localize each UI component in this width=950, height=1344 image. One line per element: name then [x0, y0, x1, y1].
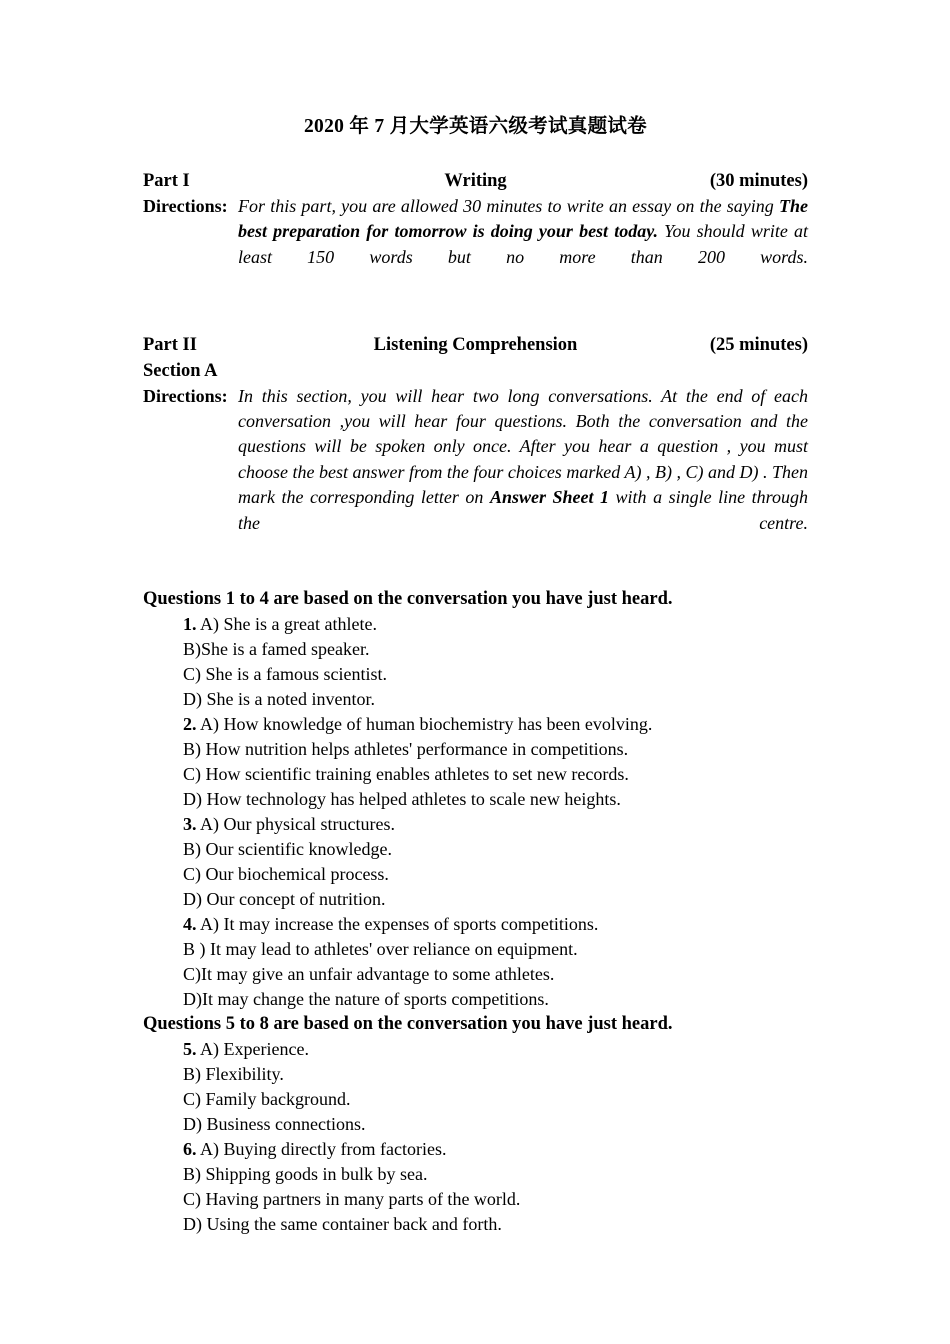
- answer-option-text: B ) It may lead to athletes' over reliance on equipment.: [183, 939, 578, 960]
- question-number: 4.: [183, 914, 197, 935]
- answer-option-text: C) Having partners in many parts of the world.: [183, 1189, 521, 1210]
- part-2-label: Part II: [143, 334, 197, 355]
- part-1-directions-emphasis: The best preparation for tomorrow is doing your best today.: [238, 196, 808, 242]
- question-number: 2.: [183, 714, 197, 735]
- question-number: 5.: [183, 1039, 197, 1060]
- answer-option[interactable]: [143, 662, 808, 687]
- answer-option-text: D) She is a noted inventor.: [183, 689, 375, 710]
- answer-option-text: B) Our scientific knowledge.: [183, 839, 392, 860]
- part-2-directions: [143, 384, 808, 562]
- answer-option-text: C) Family background.: [183, 1089, 351, 1110]
- answer-option-text: B) How nutrition helps athletes' performance in competitions.: [183, 739, 629, 760]
- question-number: 1.: [183, 614, 197, 635]
- part-2-directions-text-2: with a single line through the centre.: [238, 487, 808, 533]
- answer-option-text: D) Business connections.: [183, 1114, 366, 1135]
- answer-option-text: C)It may give an unfair advantage to some athletes.: [183, 964, 555, 985]
- question-list: [143, 1037, 808, 1237]
- part-2-directions-text-1: In this section, you will hear two long conversations. At the end of each conversation ,you will hear four questions. Both the conversation and the questions will be spoken only once. After you hear a question , you must choose the best answer from the four choices marked A) , B) , C) and D) . Then mark the corresponding letter on: [238, 385, 808, 508]
- answer-option-text: D) Our concept of nutrition.: [183, 889, 386, 910]
- answer-option-text: D) How technology has helped athletes to scale new heights.: [183, 789, 621, 810]
- answer-option[interactable]: [143, 1212, 808, 1237]
- questions-group-heading: Questions 5 to 8 are based on the conversation you have just heard.: [143, 1014, 673, 1035]
- answer-option[interactable]: [143, 612, 808, 637]
- answer-option[interactable]: [143, 937, 808, 962]
- answer-option-text: A) Buying directly from factories.: [200, 1139, 447, 1160]
- page-title: 2020 年 7 月大学英语六级考试真题试卷: [304, 116, 647, 137]
- answer-option-text: B) Flexibility.: [183, 1064, 284, 1085]
- answer-option[interactable]: [143, 1062, 808, 1087]
- part-1-directions-label: Directions:: [143, 196, 228, 216]
- section-a-label: Section A: [143, 360, 218, 381]
- answer-option-text: D)It may change the nature of sports competitions.: [183, 989, 549, 1010]
- answer-option-text: A) How knowledge of human biochemistry has been evolving.: [200, 714, 653, 735]
- part-2-duration: (25 minutes): [709, 334, 808, 355]
- answer-option[interactable]: [143, 1187, 808, 1212]
- answer-option[interactable]: [143, 812, 808, 837]
- answer-option[interactable]: [143, 837, 808, 862]
- answer-option[interactable]: [143, 787, 808, 812]
- answer-option[interactable]: [143, 1087, 808, 1112]
- part-1-header: [143, 168, 808, 194]
- answer-option[interactable]: [143, 1112, 808, 1137]
- page-content: [143, 0, 808, 1237]
- part-2-title: Listening Comprehension: [373, 334, 578, 355]
- answer-option[interactable]: [143, 1162, 808, 1187]
- answer-option-text: C) She is a famous scientist.: [183, 664, 387, 685]
- answer-option[interactable]: [143, 962, 808, 987]
- answer-option-text: A) She is a great athlete.: [200, 614, 377, 635]
- answer-option[interactable]: [143, 712, 808, 737]
- answer-option[interactable]: [143, 762, 808, 787]
- question-number: 3.: [183, 814, 197, 835]
- question-list: [143, 612, 808, 1012]
- question-number: 6.: [183, 1139, 197, 1160]
- part-2-directions-emphasis: Answer Sheet 1: [489, 487, 610, 508]
- answer-option[interactable]: [143, 887, 808, 912]
- part-1-directions-text-1: For this part, you are allowed 30 minutes to write an essay on the saying: [238, 196, 779, 216]
- questions-group-heading: Questions 1 to 4 are based on the conversation you have just heard.: [143, 589, 673, 610]
- answer-option[interactable]: [143, 687, 808, 712]
- answer-option-text: A) It may increase the expenses of sports competitions.: [200, 914, 599, 935]
- part-1-title: Writing: [444, 171, 507, 191]
- answer-option-text: B)She is a famed speaker.: [183, 639, 370, 660]
- part-2-directions-body: [238, 384, 808, 562]
- answer-option[interactable]: [143, 1137, 808, 1162]
- part-1-duration: (30 minutes): [709, 171, 808, 191]
- answer-option-text: B) Shipping goods in bulk by sea.: [183, 1164, 428, 1185]
- part-1-directions-body: [238, 194, 808, 296]
- question-groups: [143, 587, 808, 1237]
- part-2-header: [143, 332, 808, 358]
- answer-option[interactable]: [143, 1037, 808, 1062]
- answer-option[interactable]: [143, 637, 808, 662]
- answer-option-text: A) Our physical structures.: [200, 814, 395, 835]
- answer-option[interactable]: [143, 987, 808, 1012]
- answer-option-text: C) How scientific training enables athletes to set new records.: [183, 764, 629, 785]
- part-1-label: Part I: [143, 171, 190, 191]
- answer-option-text: D) Using the same container back and forth.: [183, 1214, 502, 1235]
- answer-option-text: A) Experience.: [200, 1039, 309, 1060]
- answer-option[interactable]: [143, 912, 808, 937]
- answer-option[interactable]: [143, 862, 808, 887]
- part-2-directions-label: Directions:: [143, 385, 228, 406]
- part-1-directions: [143, 194, 808, 296]
- part-1-directions-text-2: You should write at least 150 words but no more than 200 words.: [238, 221, 808, 267]
- answer-option-text: C) Our biochemical process.: [183, 864, 389, 885]
- answer-option[interactable]: [143, 737, 808, 762]
